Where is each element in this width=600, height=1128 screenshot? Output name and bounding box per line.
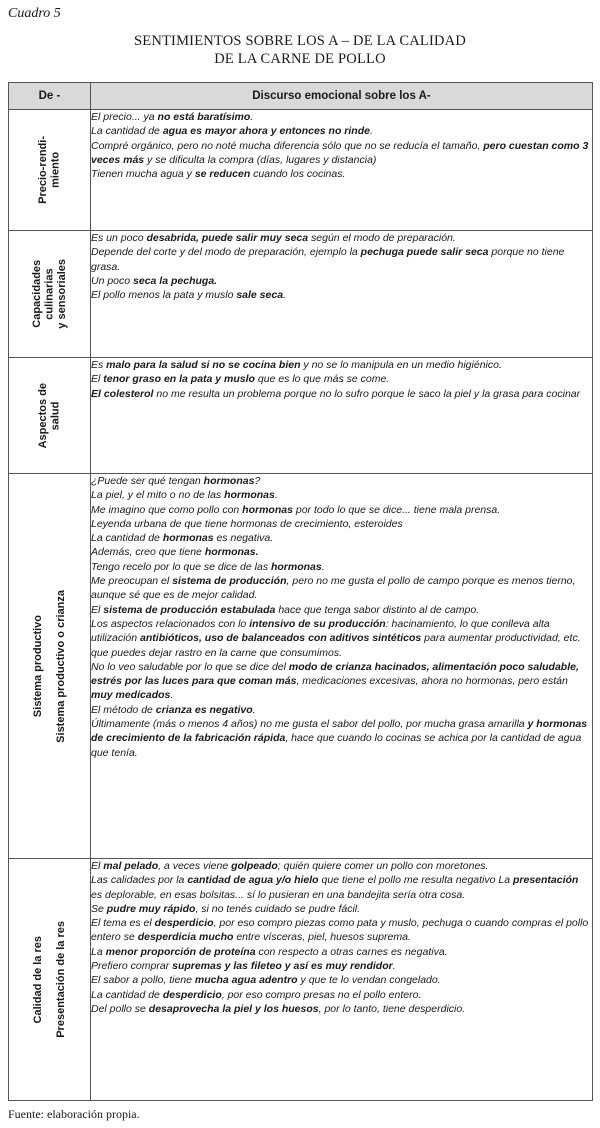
quote-text: La cantidad de — [91, 988, 163, 1001]
quote-text: , a veces viene — [158, 860, 232, 872]
quote-paragraph — [91, 358, 592, 372]
emphasis-text: desperdicia mucho — [137, 931, 234, 944]
category-labels — [9, 383, 90, 448]
emphasis-text: seca la pechuga. — [133, 274, 218, 287]
emphasis-text: hormonas — [203, 475, 255, 487]
emphasis-text: sistema de producción — [172, 575, 287, 588]
quote-paragraph — [91, 1002, 592, 1016]
emphasis-text: desaprovecha la piel y los huesos — [148, 1002, 319, 1015]
discourse-cell — [91, 358, 593, 474]
quote-text: , por eso compro presas no el pollo entero. — [221, 988, 422, 1001]
emphasis-text: pudre muy rápido — [106, 902, 196, 915]
quote-paragraph — [91, 274, 592, 288]
quote-text: El tema es el — [91, 917, 155, 930]
quote-text: no me resulta un problema porque no lo sufro porque le saco la piel y la grasa para cocinar — [153, 387, 581, 400]
quote-paragraph — [91, 916, 592, 945]
quote-text: y no se lo manipula en un medio higiénico. — [300, 359, 502, 371]
quote-paragraph — [91, 603, 592, 617]
quote-text: El — [91, 373, 104, 386]
emphasis-text: hormonas. — [204, 546, 259, 559]
table-caption: Cuadro 5 — [8, 6, 61, 21]
category-cell — [9, 231, 91, 358]
quote-text: Un poco — [91, 274, 134, 287]
quote-text: El sabor a pollo, tiene — [91, 974, 195, 987]
quote-text: , por eso compro piezas como pata y muslo, pechuga o cuando compras el pollo entero se — [91, 917, 589, 944]
quote-paragraph — [91, 973, 592, 987]
quote-text: y que te lo vendan congelado. — [297, 974, 441, 987]
emphasis-text: sale seca — [236, 289, 284, 302]
quote-text: . — [283, 289, 286, 302]
quote-text: El precio... ya — [91, 111, 158, 123]
quote-paragraph — [91, 110, 592, 124]
quote-text: según el modo de preparación. — [308, 232, 456, 244]
quote-text: El — [91, 603, 104, 616]
emphasis-text: tenor graso en la pata y muslo — [103, 373, 255, 386]
quote-text: Además, creo que tiene — [91, 546, 205, 559]
quote-paragraph — [91, 488, 592, 502]
quote-text: ; quién quiere comer un pollo con moretones. — [277, 860, 489, 872]
subcategory-label-line: Sistema productivo o crianza — [54, 589, 67, 743]
quote-paragraph — [91, 372, 592, 386]
category-label — [32, 936, 45, 1023]
emphasis-text: sistema de producción estabulada — [103, 603, 276, 616]
emphasis-text: hormonas — [162, 532, 214, 545]
quote-text: La cantidad de — [91, 532, 163, 545]
quote-text: ¿Puede ser qué tengan — [91, 475, 204, 487]
emphasis-text: desabrida, puede salir muy seca — [146, 232, 309, 244]
quote-paragraph — [91, 245, 592, 274]
emphasis-text: mal pelado — [103, 860, 159, 872]
emphasis-text: hormonas — [270, 560, 322, 573]
quote-text: , hace que cuando lo cocinas se achica por la cantidad de agua que tenía. — [91, 732, 582, 759]
emphasis-text: cantidad de agua y/o hielo — [187, 874, 319, 887]
table-row — [9, 231, 593, 358]
category-label — [31, 259, 69, 329]
quote-text: con respecto a otras carnes es negativa. — [255, 945, 448, 958]
quote-paragraph — [91, 945, 592, 959]
emphasis-text: se reducen — [194, 168, 251, 181]
quote-paragraph — [91, 517, 592, 531]
quote-text: . — [252, 703, 256, 716]
quote-text: es negativa. — [213, 532, 274, 545]
emphasis-text: pero cuestan como 3 veces más — [91, 139, 589, 166]
quote-text: , medicaciones excesivas, ahora no hormonas, pero están — [296, 675, 568, 688]
quote-paragraph — [91, 617, 592, 660]
header-category: De - — [9, 83, 91, 110]
quote-text: . — [369, 125, 373, 138]
quote-paragraph — [91, 859, 592, 873]
quote-text: . — [170, 689, 174, 702]
category-label — [37, 383, 62, 448]
quote-text: que tiene el pollo me resulta negativo La — [318, 874, 513, 887]
quote-text: Me imagino que como pollo con — [91, 503, 243, 516]
quote-text: es deplorable, en esas bolsitas... sí lo pusieran en una bandejita sería otra cosa. — [91, 888, 466, 901]
quote-text: . — [392, 960, 396, 973]
emphasis-text: mucha agua adentro — [194, 974, 298, 987]
discourse-cell — [91, 859, 593, 1101]
emphasis-text: El colesterol — [91, 387, 154, 400]
quote-paragraph — [91, 124, 592, 138]
quote-text: Depende del corte y del modo de preparación, ejemplo la — [91, 246, 361, 259]
quote-paragraph — [91, 660, 592, 703]
emphasis-text: y hormonas de crecimiento de la fabricación rápida — [91, 718, 588, 745]
quote-text: El — [91, 860, 104, 872]
emphasis-text: desperdicio — [154, 917, 214, 930]
category-label-line: Calidad de la res — [32, 935, 44, 1024]
quote-text: . — [250, 111, 254, 123]
source-note: Fuente: elaboración propia. — [8, 1107, 140, 1121]
emphasis-text: crianza es negativo — [155, 703, 253, 716]
emphasis-text: pechuga puede salir seca — [360, 246, 489, 259]
quote-text: , por lo tanto, tiene desperdicio. — [318, 1002, 466, 1015]
quote-text: Es un poco — [91, 232, 147, 244]
category-label-line: culinarias — [43, 268, 56, 320]
table-title — [0, 32, 600, 68]
category-labels — [9, 136, 90, 204]
quote-text: Tengo recelo por lo que se dice de las — [91, 560, 271, 573]
emphasis-text: supremas y las fileteo y así es muy rendidor — [172, 960, 393, 973]
category-labels — [9, 921, 90, 1038]
discourse-cell — [91, 110, 593, 231]
quote-paragraph — [91, 139, 592, 168]
category-cell — [9, 358, 91, 474]
discourse-cell — [91, 231, 593, 358]
quote-paragraph — [91, 560, 592, 574]
emphasis-text: no está baratísimo — [157, 111, 251, 123]
quote-paragraph — [91, 988, 592, 1002]
emotions-table — [8, 82, 593, 1101]
emphasis-text: presentación — [512, 874, 579, 887]
quote-paragraph — [91, 959, 592, 973]
category-labels — [9, 590, 90, 743]
quote-text: para aumentar productividad, etc. que puedes dejar rastro en la carne que consumimos. — [91, 632, 581, 659]
table-row — [9, 110, 593, 231]
emphasis-text: antibióticos, uso de balanceados con aditivos sintéticos — [140, 632, 422, 645]
quote-text: Tienen mucha agua y — [91, 168, 195, 181]
quote-paragraph — [91, 503, 592, 517]
quote-text: Las calidades por la — [91, 874, 188, 887]
quote-text: Compré orgánico, pero no noté mucha diferencia sólo que no se reducía el tamaño, — [91, 139, 484, 152]
quote-text: Los aspectos relacionados con lo — [91, 617, 250, 630]
emphasis-text: hormonas — [224, 489, 275, 502]
quote-text: porque no tiene grasa. — [91, 246, 565, 273]
quote-text: cuando los cocinas. — [250, 168, 346, 181]
quote-paragraph — [91, 474, 592, 488]
emphasis-text: golpeado — [231, 860, 278, 872]
quote-text: La piel, y el mito o no de las — [91, 489, 225, 502]
category-label-line: Aspectos de — [37, 382, 49, 449]
category-cell — [9, 474, 91, 859]
quote-text: . — [321, 560, 325, 573]
quote-text: Últimamente (más o menos 4 años) no me gusta el sabor del pollo, por mucha grasa amarilla — [91, 718, 528, 731]
quote-text: El método de — [91, 703, 156, 716]
header-discourse: Discurso emocional sobre los A- — [91, 83, 593, 110]
category-label-line: Precio-rendi- — [37, 136, 49, 204]
emphasis-text: menor proporción de proteína — [105, 945, 256, 958]
emphasis-text: intensivo de su producción — [249, 617, 386, 630]
quote-text: ? — [254, 475, 261, 487]
quote-text: y se dificulta la compra (días, lugares y distancia) — [144, 153, 377, 166]
category-label-line: miento — [49, 151, 62, 189]
category-label — [32, 615, 45, 717]
quote-paragraph — [91, 873, 592, 902]
quote-text: El pollo menos la pata y muslo — [91, 289, 237, 302]
category-label-line: Sistema productivo — [32, 614, 44, 718]
emphasis-text: modo de crianza hacinados, alimentación poco saludable, estrés por las luces para que coman más — [91, 660, 579, 688]
quote-text: entre vísceras, piel, huesos suprema. — [233, 931, 411, 944]
quote-text: Me preocupan el — [91, 575, 173, 588]
quote-paragraph — [91, 902, 592, 916]
quote-text: hace que tenga sabor distinto al de campo. — [275, 603, 480, 616]
table-body — [9, 110, 593, 1101]
emphasis-text: desperdicio — [162, 988, 222, 1001]
quote-text: . — [274, 489, 278, 502]
quote-text: por todo lo que se dice... tiene mala prensa. — [292, 503, 501, 516]
quote-text: , si no tenés cuidado se pudre fácil. — [195, 902, 361, 915]
category-cell — [9, 859, 91, 1101]
emphasis-text: hormonas — [242, 503, 293, 516]
category-cell — [9, 110, 91, 231]
quote-text: Leyenda urbana de que tiene hormonas de crecimiento, esteroides — [91, 517, 403, 530]
quote-paragraph — [91, 231, 592, 245]
quote-text: La — [91, 945, 106, 958]
quote-text: Prefiero comprar — [91, 960, 173, 973]
quote-paragraph — [91, 574, 592, 603]
quote-paragraph — [91, 717, 592, 760]
category-label-line: Capacidades — [30, 260, 43, 328]
subcategory-label — [55, 921, 68, 1038]
quote-text: : hacinamiento, lo que conlleva alta utilización — [91, 617, 550, 645]
quote-text: que es lo que más se come. — [254, 373, 390, 386]
emphasis-text: agua es mayor ahora y entonces no rinde — [162, 125, 370, 138]
subcategory-label-line: Presentación de la res — [54, 921, 67, 1038]
quote-paragraph — [91, 531, 592, 545]
quote-text: La cantidad de — [91, 125, 163, 138]
subcategory-label — [55, 590, 68, 743]
category-label-line: y sensoriales — [55, 259, 68, 329]
category-label — [37, 136, 62, 204]
title-line: SENTIMIENTOS SOBRE LOS A – DE LA CALIDAD — [134, 33, 466, 49]
quote-paragraph — [91, 545, 592, 559]
emphasis-text: muy medicados — [91, 689, 171, 702]
title-line: DE LA CARNE DE POLLO — [214, 51, 386, 67]
category-labels — [9, 259, 90, 329]
table-row — [9, 358, 593, 474]
quote-paragraph — [91, 387, 592, 401]
quote-paragraph — [91, 167, 592, 181]
quote-text: , pero no me gusta el pollo de campo porque es menos tierno, aunque sé que es de mejor calidad. — [91, 575, 576, 602]
table-header-row — [9, 83, 593, 110]
quote-paragraph — [91, 703, 592, 717]
quote-text: Se — [91, 902, 107, 915]
table-row — [9, 474, 593, 859]
emphasis-text: malo para la salud si no se cocina bien — [106, 359, 301, 371]
quote-text: No lo veo saludable por lo que se dice del — [91, 660, 289, 673]
category-label-line: salud — [49, 401, 62, 430]
quote-text: Del pollo se — [91, 1002, 149, 1015]
quote-text: Es — [91, 359, 107, 371]
table-row — [9, 859, 593, 1101]
quote-paragraph — [91, 288, 592, 302]
discourse-cell — [91, 474, 593, 859]
